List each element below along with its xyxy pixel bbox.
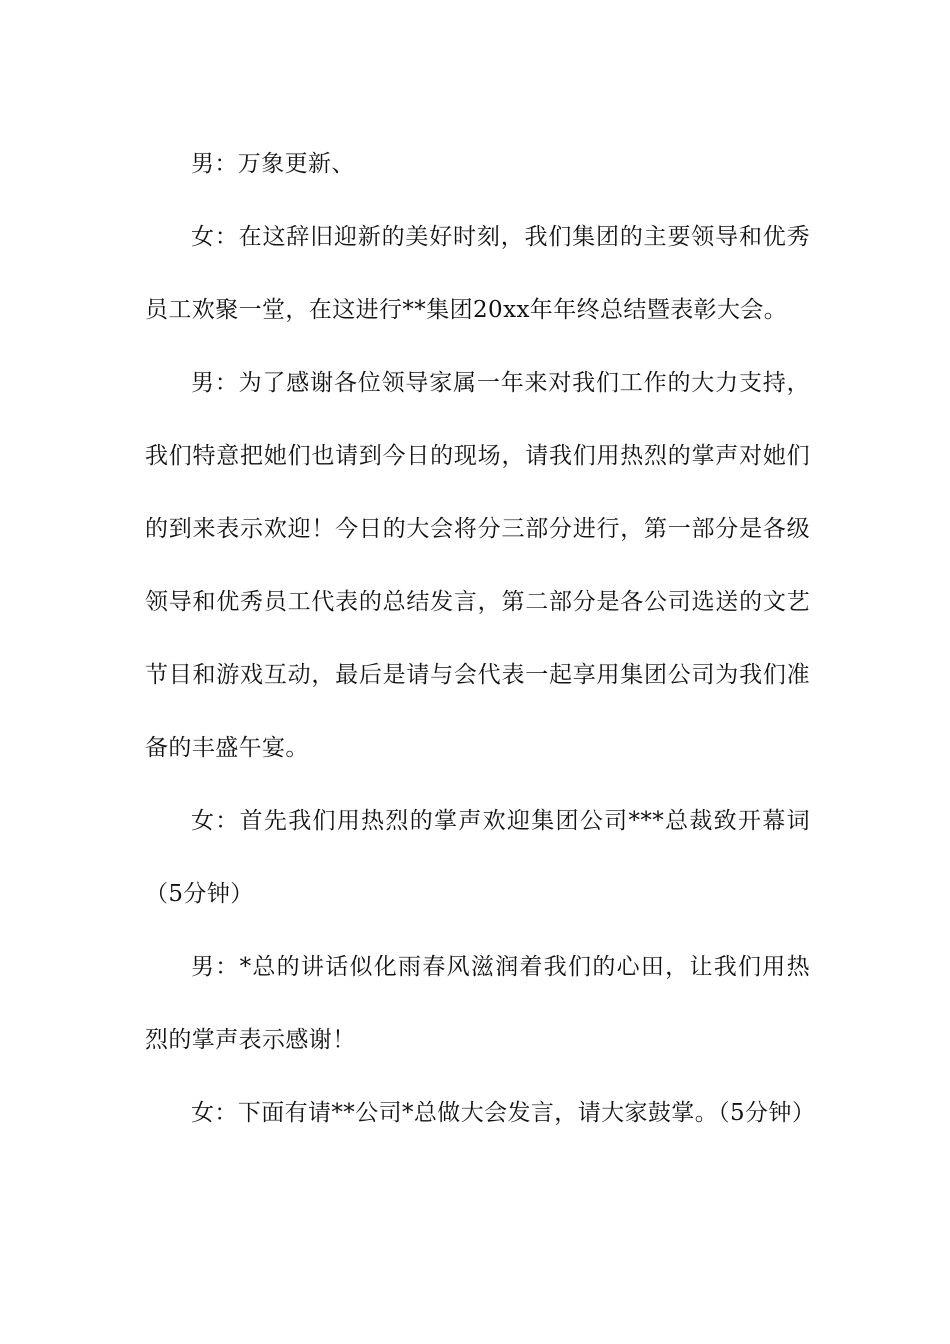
document-body [145,128,816,1150]
paragraph-5: 男：*总的讲话似化雨春风滋润着我们的心田，让我们用热烈的掌声表示感谢！ [145,954,810,1053]
paragraph-3: 男：为了感谢各位领导家属一年来对我们工作的大力支持，我们特意把她们也请到今日的现场，请我们用热烈的掌声对她们的到来表示欢迎！今日的大会将分三部分进行，第一部分是各级领导和优秀员工代表的总结发言，第二部分是各公司选送的文艺节目和游戏互动，最后是请与会代表一起享用集团公司为我们准备的丰盛午宴。 [145,370,810,761]
paragraph-2: 女：在这辞旧迎新的美好时刻，我们集团的主要领导和优秀员工欢聚一堂，在这进行**集团20xx年年终总结暨表彰大会。 [145,224,810,323]
paragraph-1: 男：万象更新、 [191,151,355,177]
paragraph-4: 女：首先我们用热烈的掌声欢迎集团公司***总裁致开幕词（5分钟） [145,808,810,907]
paragraph-6: 女：下面有请**公司*总做大会发言，请大家鼓掌。（5分钟） [191,1100,816,1126]
